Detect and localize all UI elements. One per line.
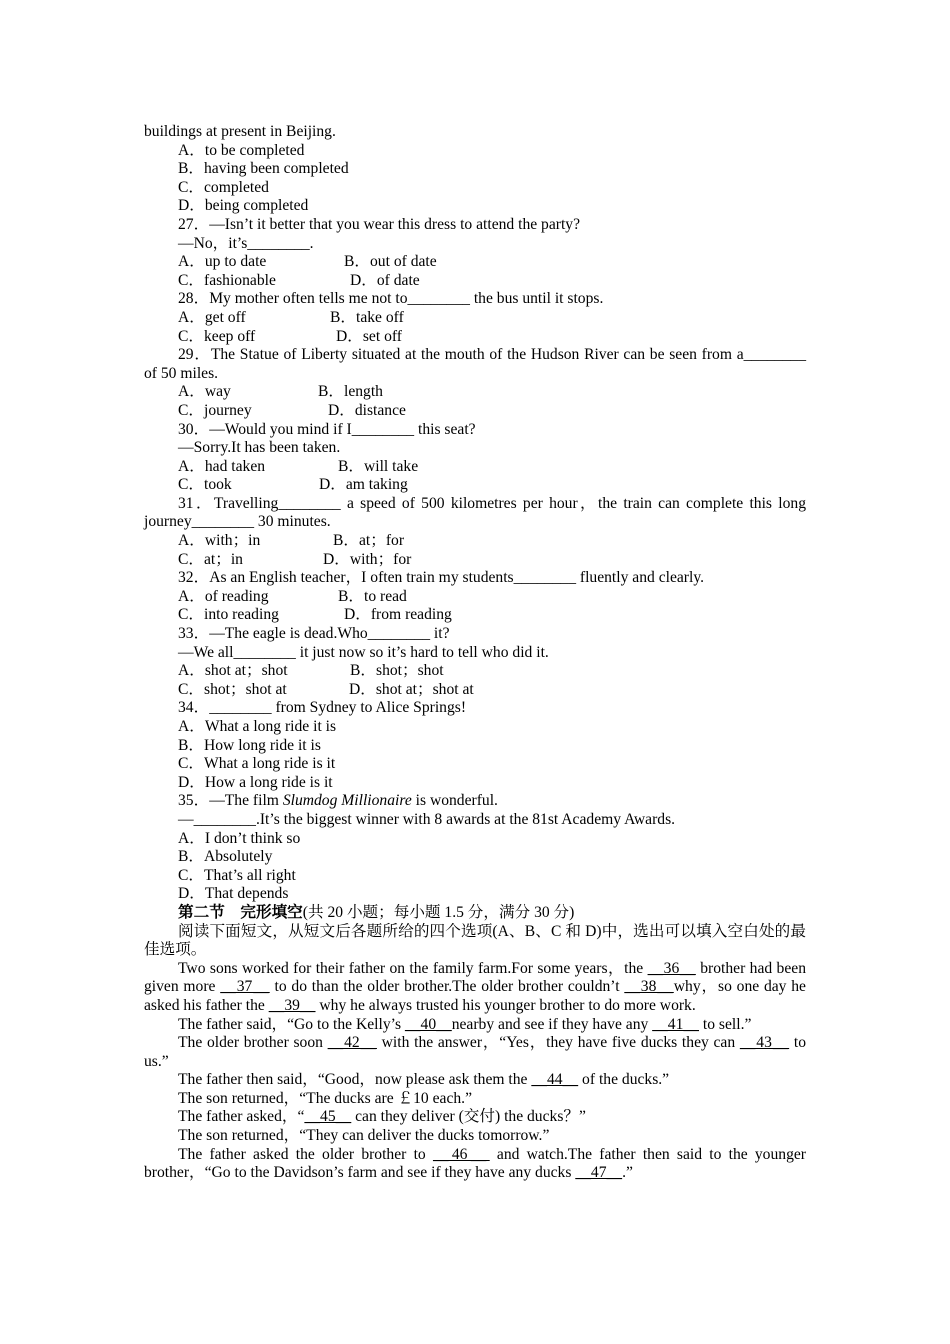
option-d: D．shot at；shot at — [349, 680, 474, 698]
passage-text: with the answer，“Yes，they have five ducks they can — [376, 1034, 740, 1052]
options-row — [144, 588, 806, 607]
option-a: A．up to date — [178, 253, 267, 271]
options-row — [144, 328, 806, 347]
passage-paragraph: The son returned，“The ducks are ￡10 each.” — [178, 1089, 472, 1107]
options-row — [144, 402, 806, 421]
passage-text: .” — [622, 1164, 633, 1182]
question-30-reply: —Sorry.It has been taken. — [178, 439, 341, 457]
option-a: A．shot at；shot — [178, 662, 288, 680]
option-b: B．shot；shot — [350, 662, 444, 680]
passage-text: and watch.The father then said to the younger brother，“Go to the Davidson’s farm and see if they have any ducks — [144, 1145, 806, 1182]
passage-text: brother had been given more — [144, 959, 806, 996]
option-c: C．What a long ride is it — [178, 755, 336, 773]
text-line: buildings at present in Beijing. — [144, 123, 336, 140]
passage-text: nearby and see if they have any — [451, 1015, 653, 1033]
passage-text: The father said，“Go to the Kelly’s — [178, 1015, 405, 1033]
question-30: 30．—Would you mind if I________ this seat? — [178, 420, 476, 438]
question-31: 31．Travelling________ a speed of 500 kilometres per hour，the train can complete this long journey________ 30 minutes. — [144, 494, 806, 531]
blank-47: ＿47＿ — [575, 1164, 623, 1182]
options-row — [144, 309, 806, 328]
option-c: C．shot；shot at — [178, 680, 287, 698]
option-c: C．took — [178, 476, 232, 494]
blank-42: ＿42＿ — [327, 1034, 377, 1052]
blank-39: ＿39＿ — [268, 996, 316, 1014]
question-33: 33．—The eagle is dead.Who________ it? — [178, 625, 450, 643]
passage-paragraph — [144, 1016, 806, 1035]
passage-text: to sell.” — [698, 1015, 752, 1033]
option-c: C．That’s all right — [178, 866, 296, 884]
option-a: A．What a long ride it is — [178, 718, 337, 735]
options-row — [144, 383, 806, 402]
blank-44: ＿44＿ — [531, 1071, 579, 1089]
options-row — [144, 681, 806, 700]
options-row — [144, 476, 806, 495]
question-27-reply: —No，it’s________. — [178, 234, 314, 252]
question-35-text: 35．—The film — [178, 792, 283, 810]
option-b: B．at；for — [333, 532, 405, 550]
option-c: C．completed — [178, 178, 269, 196]
passage-paragraph — [144, 1108, 806, 1127]
question-35-reply: —________.It’s the biggest winner with 8 awards at the 81st Academy Awards. — [178, 810, 676, 828]
options-row — [144, 662, 806, 681]
passage-text: Two sons worked for their father on the family farm.For some years，the — [178, 959, 648, 977]
option-a: A．I don’t think so — [178, 829, 301, 847]
passage-text: why he always trusted his younger brother to do more work. — [315, 996, 696, 1014]
option-a: A．had taken — [178, 457, 266, 475]
passage-text: The father asked，“ — [178, 1108, 305, 1126]
section-title: 第二节 完形填空 — [178, 903, 303, 921]
option-a: A．with；in — [178, 532, 261, 550]
option-b: B．to read — [338, 587, 407, 605]
passage-text: to us.” — [144, 1034, 806, 1070]
option-d: D．being completed — [178, 197, 309, 215]
passage-text: of the ducks.” — [578, 1071, 670, 1089]
blank-45: ＿45＿ — [304, 1108, 352, 1126]
option-d: D．from reading — [344, 606, 452, 624]
instructions: 阅读下面短文，从短文后各题所给的四个选项(A、B、C 和 D)中，选出可以填入空白处的最佳选项。 — [144, 922, 806, 959]
option-d: D．am taking — [319, 476, 408, 494]
option-b: B．will take — [338, 457, 419, 475]
option-c: C．into reading — [178, 606, 279, 624]
passage-text: The father asked the older brother to — [178, 1145, 433, 1163]
options-row — [144, 551, 806, 570]
passage-text: The father then said，“Good，now please ask them the — [178, 1071, 532, 1089]
section-heading — [144, 904, 806, 923]
option-a: A．of reading — [178, 587, 269, 605]
option-c: C．keep off — [178, 327, 256, 345]
question-33-reply: —We all________ it just now so it’s hard to tell who did it. — [178, 643, 549, 661]
section-info: (共 20 小题；每小题 1.5 分，满分 30 分) — [302, 903, 575, 921]
options-row — [144, 253, 806, 272]
question-28: 28．My mother often tells me not to________ the bus until it stops. — [178, 290, 604, 308]
passage-paragraph: The son returned，“They can deliver the ducks tomorrow.” — [178, 1127, 550, 1145]
option-b: B．take off — [330, 308, 404, 326]
question-34: 34．________ from Sydney to Alice Springs! — [178, 699, 467, 717]
question-29: 29．The Statue of Liberty situated at the mouth of the Hudson River can be seen from a________ of 50 miles. — [144, 346, 806, 382]
option-d: D．How a long ride is it — [178, 773, 333, 791]
option-b: B．out of date — [344, 253, 437, 271]
question-35 — [144, 792, 806, 811]
options-row — [144, 458, 806, 477]
passage-paragraph — [144, 1034, 806, 1071]
passage-paragraph — [144, 1146, 806, 1183]
option-a: A．get off — [178, 308, 246, 326]
option-c: C．at；in — [178, 550, 243, 568]
passage-text: why，so one day he asked his father the — [144, 978, 806, 1014]
option-c: C．fashionable — [178, 271, 276, 289]
option-d: D．of date — [350, 271, 420, 289]
blank-41: ＿41＿ — [652, 1015, 699, 1033]
option-b: B．Absolutely — [178, 848, 273, 866]
question-32: 32．As an English teacher，I often train my students________ fluently and clearly. — [178, 569, 705, 587]
blank-38: ＿38＿ — [624, 978, 674, 996]
option-d: D．That depends — [178, 885, 289, 903]
option-d: D．distance — [328, 401, 406, 419]
option-d: D．with；for — [323, 550, 412, 568]
option-b: B．having been completed — [178, 160, 349, 178]
options-row — [144, 532, 806, 551]
option-d: D．set off — [336, 327, 402, 345]
passage-text: to do than the older brother.The older brother couldn’t — [269, 978, 625, 996]
passage-text: can they deliver (交付) the ducks？” — [351, 1108, 586, 1126]
passage-text: The older brother soon — [178, 1034, 328, 1052]
document-page — [144, 123, 806, 1183]
option-c: C．journey — [178, 401, 252, 419]
option-a: A．to be completed — [178, 141, 305, 159]
film-title: Slumdog Millionaire — [282, 792, 412, 810]
blank-43: ＿43＿ — [739, 1034, 790, 1052]
passage-paragraph — [144, 960, 806, 1016]
option-b: B．How long ride it is — [178, 736, 321, 754]
passage-paragraph — [144, 1071, 806, 1090]
blank-37: ＿37＿ — [220, 978, 270, 996]
question-27: 27．—Isn’t it better that you wear this dress to attend the party? — [178, 215, 581, 233]
option-b: B．length — [318, 383, 383, 401]
blank-40: ＿40＿ — [404, 1015, 452, 1033]
blank-36: ＿36＿ — [647, 959, 696, 977]
options-row — [144, 272, 806, 291]
question-35-text-end: is wonderful. — [411, 792, 498, 810]
option-a: A．way — [178, 383, 231, 401]
blank-46: ＿46＿ — [432, 1145, 490, 1163]
options-row — [144, 606, 806, 625]
